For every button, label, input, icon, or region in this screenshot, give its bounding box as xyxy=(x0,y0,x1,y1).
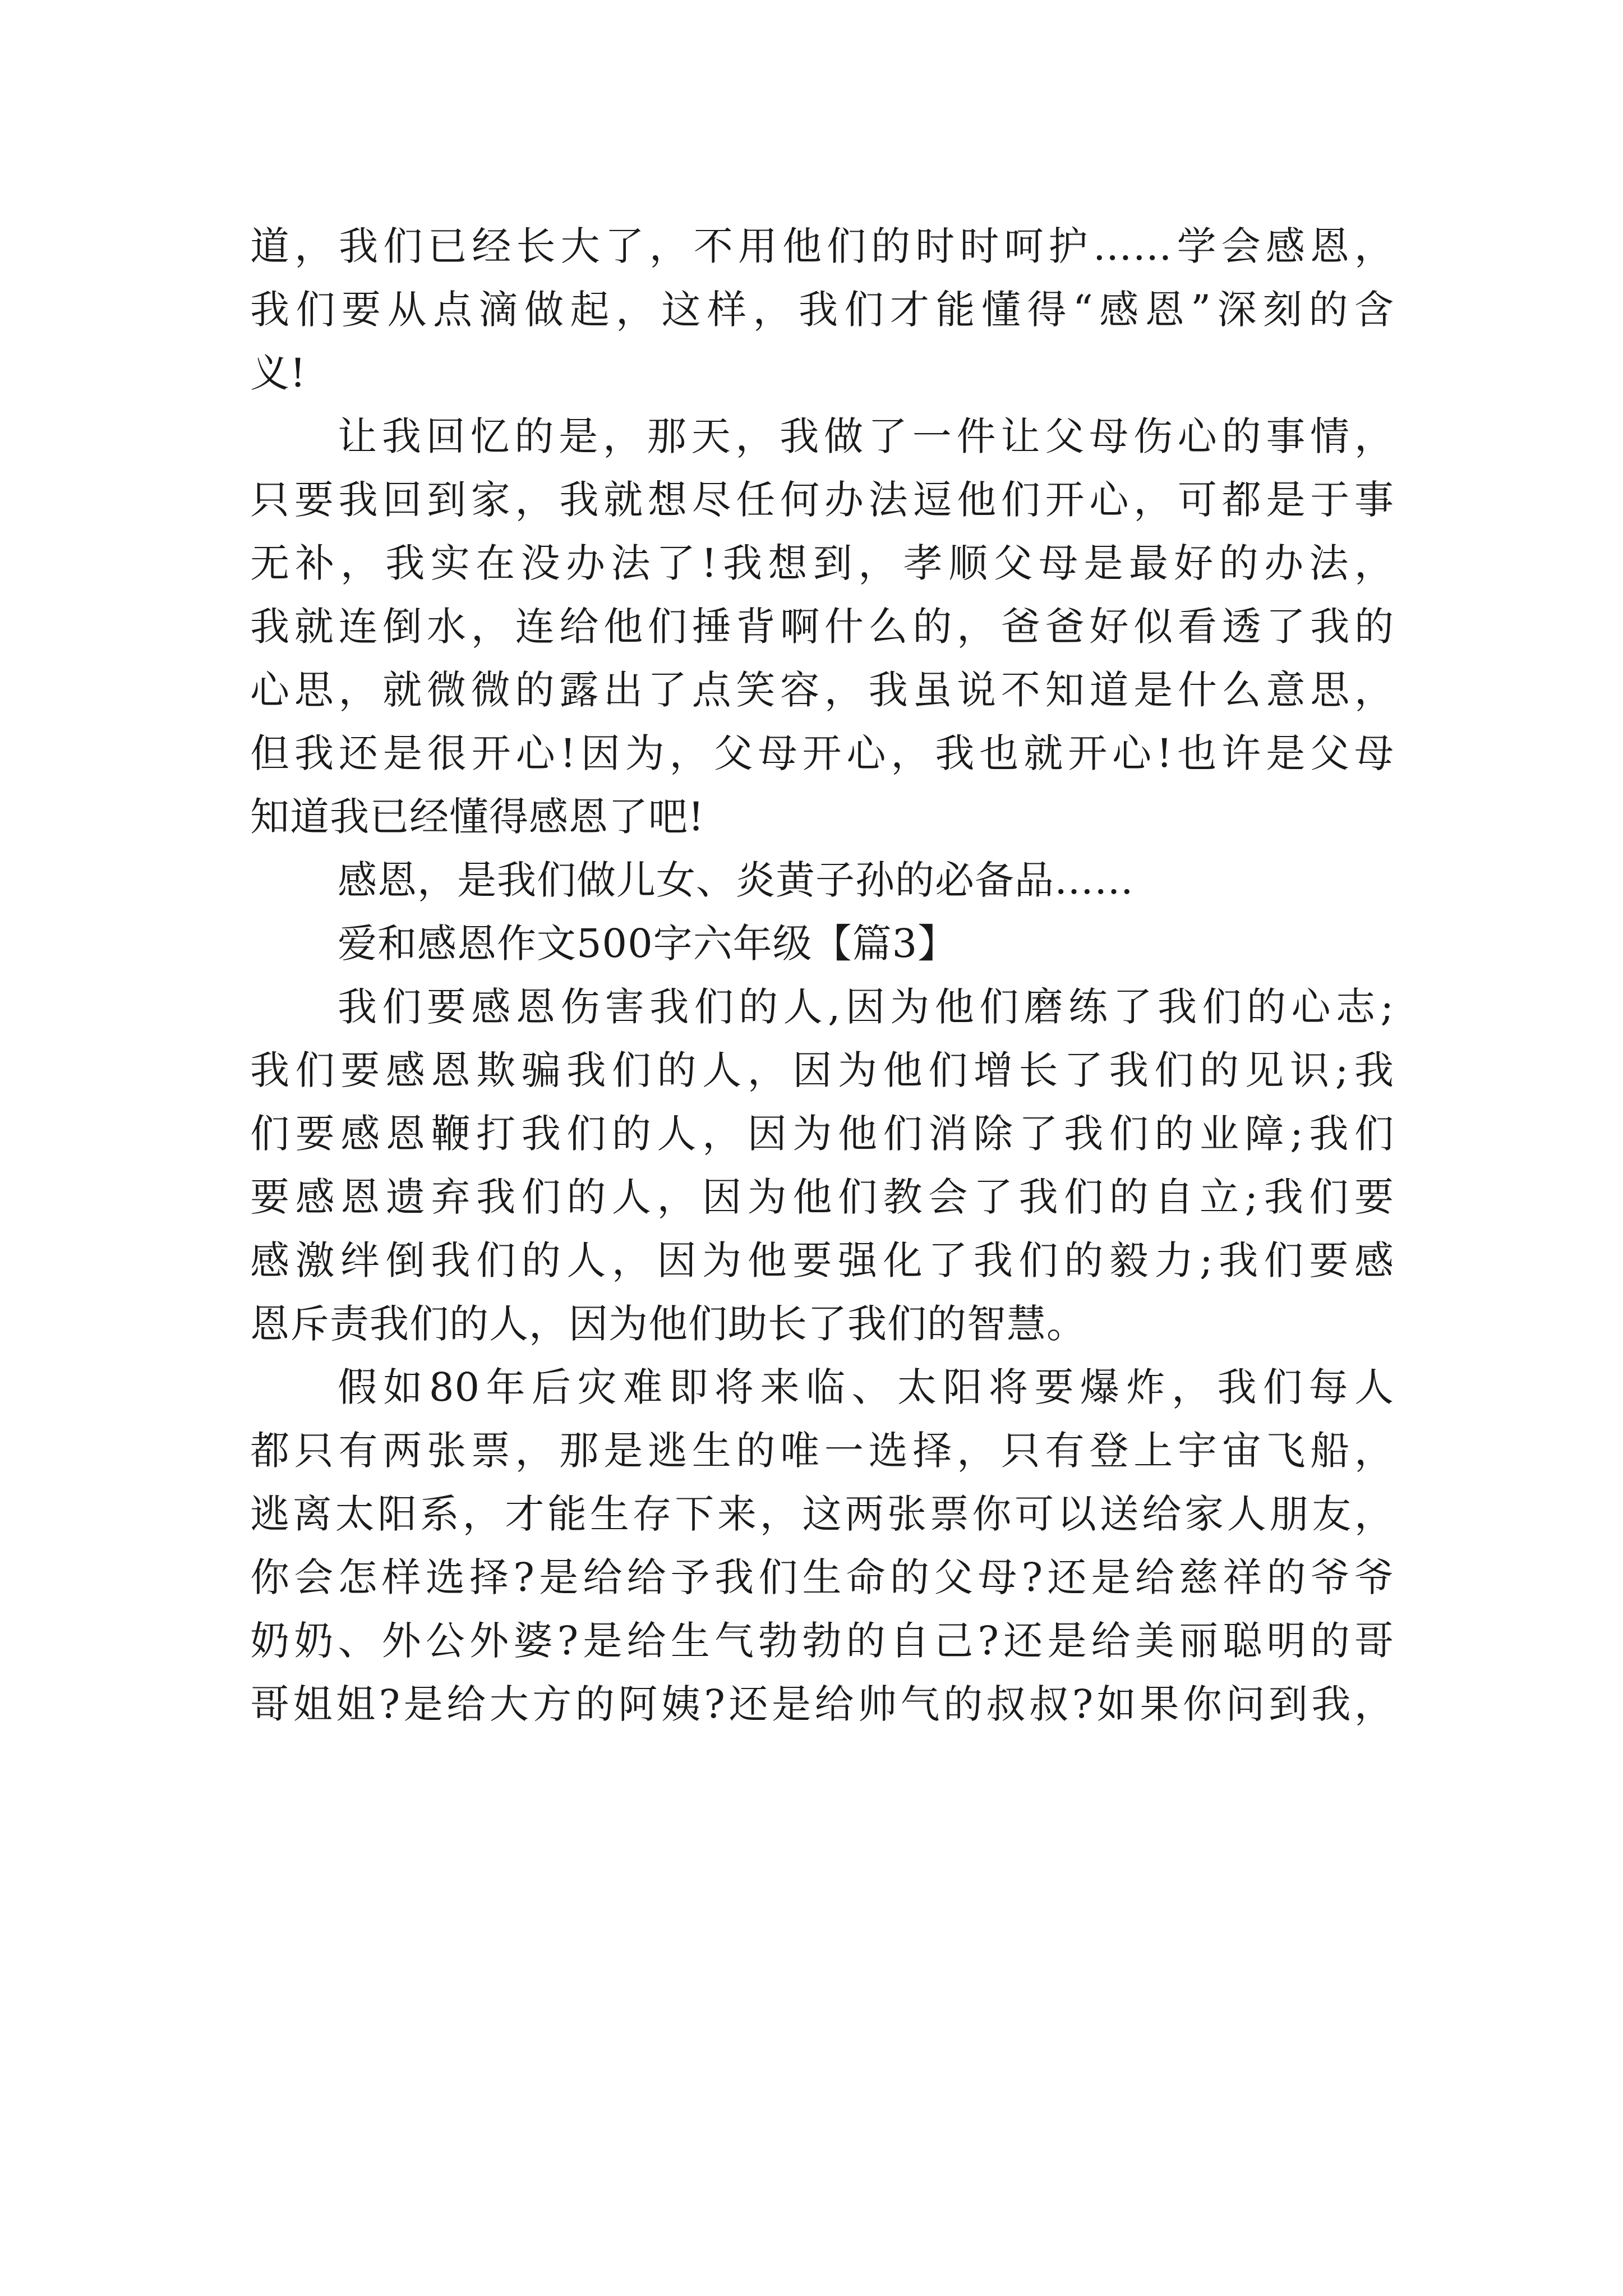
paragraph-first-line: 感恩，是我们做儿女、炎黄子孙的必备品…… xyxy=(338,857,1134,903)
text-line: 感激绊倒我们的人，因为他要强化了我们的毅力;我们要感 xyxy=(250,1237,1394,1283)
text-line: 逃离太阳系，才能生存下来，这两张票你可以送给家人朋友， xyxy=(250,1491,1394,1537)
text-line: 义! xyxy=(250,350,307,396)
paragraph-first-line: 我们要感恩伤害我们的人,因为他们磨练了我们的心志; xyxy=(338,984,1394,1030)
text-line: 我就连倒水，连给他们捶背啊什么的，爸爸好似看透了我的 xyxy=(250,604,1394,650)
text-line: 道，我们已经长大了，不用他们的时时呵护……学会感恩， xyxy=(250,223,1394,269)
section-heading: 爱和感恩作文500字六年级【篇3】 xyxy=(338,921,958,967)
text-line: 你会怎样选择?是给给予我们生命的父母?还是给慈祥的爷爷 xyxy=(250,1554,1394,1600)
paragraph-first-line: 假如80年后灾难即将来临、太阳将要爆炸，我们每人 xyxy=(338,1364,1394,1410)
text-line: 奶奶、外公外婆?是给生气勃勃的自己?还是给美丽聪明的哥 xyxy=(250,1618,1394,1664)
text-line: 我们要从点滴做起，这样，我们才能懂得“感恩”深刻的含 xyxy=(250,287,1394,333)
text-line: 都只有两张票，那是逃生的唯一选择，只有登上宇宙飞船， xyxy=(250,1428,1394,1474)
text-line: 们要感恩鞭打我们的人，因为他们消除了我们的业障;我们 xyxy=(250,1111,1394,1157)
text-line: 恩斥责我们的人，因为他们助长了我们的智慧。 xyxy=(250,1301,1086,1347)
text-line: 我们要感恩欺骗我们的人，因为他们增长了我们的见识;我 xyxy=(250,1047,1394,1093)
text-line: 知道我已经懂得感恩了吧! xyxy=(250,794,705,840)
text-line: 但我还是很开心!因为，父母开心，我也就开心!也许是父母 xyxy=(250,730,1394,776)
document-body xyxy=(250,215,1394,1736)
text-line: 无补，我实在没办法了!我想到，孝顺父母是最好的办法， xyxy=(250,540,1394,586)
text-line: 哥姐姐?是给大方的阿姨?还是给帅气的叔叔?如果你问到我， xyxy=(250,1681,1394,1727)
text-line: 只要我回到家，我就想尽任何办法逗他们开心，可都是于事 xyxy=(250,477,1394,523)
text-line: 要感恩遗弃我们的人，因为他们教会了我们的自立;我们要 xyxy=(250,1174,1394,1220)
text-line: 心思，就微微的露出了点笑容，我虽说不知道是什么意思， xyxy=(250,667,1394,713)
paragraph-first-line: 让我回忆的是，那天，我做了一件让父母伤心的事情， xyxy=(338,413,1394,459)
